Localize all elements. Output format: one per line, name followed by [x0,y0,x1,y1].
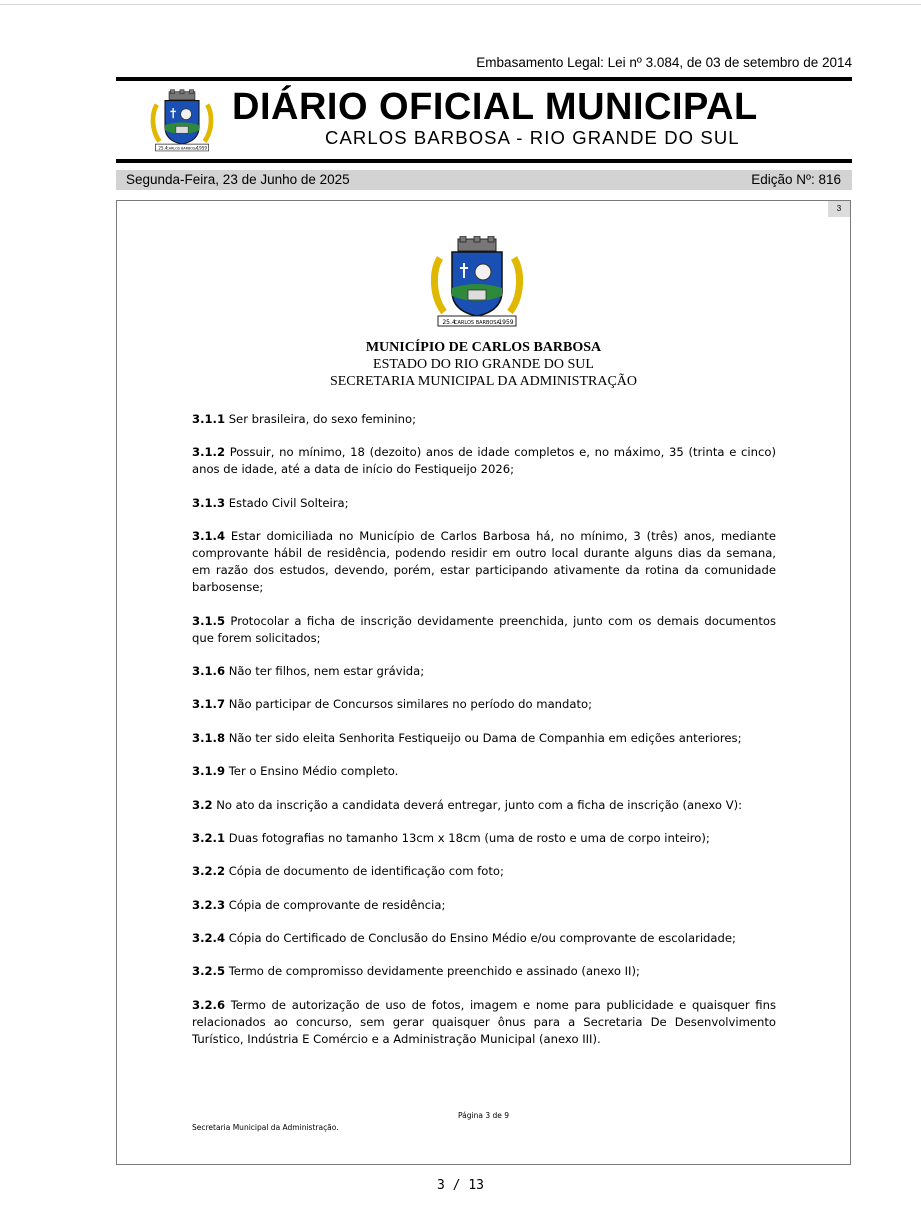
clause-number: 3.2 [192,797,213,812]
clause-number: 3.1.2 [192,445,226,460]
masthead-title: DIÁRIO OFICIAL MUNICIPAL [232,86,758,128]
clause-number: 3.1.8 [192,730,226,745]
clause-item [192,763,776,780]
masthead-subtitle: CARLOS BARBOSA - RIO GRANDE DO SUL [325,127,740,148]
clause-text: Duas fotografias no tamanho 13cm x 18cm (uma de rosto e uma de corpo inteiro); [225,830,710,845]
viewer-top-border [0,4,921,5]
masthead-bottom-rule [116,159,852,163]
edition-number: Edição Nº: 816 [751,172,841,187]
clause-number: 3.2.1 [192,830,226,845]
clause-number: 3.2.2 [192,864,226,879]
clause-number: 3.1.3 [192,495,226,510]
masthead-top-rule [116,77,852,81]
clause-item [192,613,776,647]
footer-secretaria: Secretaria Municipal da Administração. [192,1123,339,1132]
clause-text: Estado Civil Solteira; [225,495,349,510]
clause-text: Ter o Ensino Médio completo. [225,764,399,779]
clause-item [192,997,776,1048]
publication-date: Segunda-Feira, 23 de Junho de 2025 [126,172,350,187]
crest-text-center: CARLOS BARBOSA [166,146,198,151]
clause-text: Termo de compromisso devidamente preenchido e assinado (anexo II); [225,964,640,979]
clause-text: Não ter sido eleita Senhorita Festiqueijo ou Dama de Companhia em edições anteriores; [225,730,742,745]
clause-number: 3.1.7 [192,697,226,712]
clause-item [192,897,776,914]
clause-text: Possuir, no mínimo, 18 (dezoito) anos de idade completos e, no máximo, 35 (trinta e cinco) anos de idade, até a data de início do Festiqueijo 2026; [192,445,776,477]
doc-crest-graphic [434,236,519,326]
viewer-page-indicator: 3 / 13 [437,1178,484,1193]
clause-item [192,963,776,980]
footer-page-number: Página 3 de 9 [457,1111,510,1120]
legal-basis: Embasamento Legal: Lei nº 3.084, de 03 de setembro de 2014 [476,55,852,70]
document-body [192,411,776,1064]
document-page [116,200,851,1165]
clause-item [192,411,776,428]
clause-number: 3.1.1 [192,412,226,426]
clause-text: Não participar de Concursos similares no período do mandato; [225,697,593,712]
clause-item [192,528,776,596]
clause-number: 3.1.9 [192,764,226,779]
clause-number: 3.1.4 [192,529,226,544]
clause-text: Protocolar a ficha de inscrição devidamente preenchida, junto com os demais documentos que forem solicitados; [192,613,776,645]
clause-text: Ser brasileira, do sexo feminino; [225,412,416,426]
header-secretaria: SECRETARIA MUNICIPAL DA ADMINISTRAÇÃO [329,374,638,389]
crest-text-right: 1959 [196,145,207,151]
clause-text: Termo de autorização de uso de fotos, imagem e nome para publicidade e quaisquer fins relacionados ao concurso, sem gerar quaisquer ônus para a Secretaria De Desenvolvimento Turístico, Indústria E Comércio e a Administração Municipal (anexo III). [192,997,776,1046]
clause-item [192,663,776,680]
document-crest-logo [430,236,524,331]
clause-item [192,830,776,847]
clause-text: Cópia de comprovante de residência; [225,897,446,912]
doc-crest-text-left: 25.4 [442,319,456,326]
crest-text-left: 25.4 [158,145,168,151]
clause-text: Estar domiciliada no Município de Carlos Barbosa há, no mínimo, 3 (três) anos, mediante comprovante hábil de residência, podendo residir em outro local durante alguns dias da semana, em razão dos estudos, devendo, porém, estar participando ativamente da rotina da comunidade barbosense; [192,529,776,595]
doc-crest-text-right: 1959 [498,319,514,326]
page-corner-number: 3 [828,201,850,217]
clause-item [192,930,776,947]
clause-text: Não ter filhos, nem estar grávida; [225,663,425,678]
municipal-crest-logo [150,88,214,156]
clause-number: 3.2.5 [192,964,226,979]
clause-item [192,444,776,478]
clause-item [192,797,776,814]
clause-number: 3.2.3 [192,897,226,912]
doc-crest-text-center: CARLOS BARBOSA [454,320,500,326]
header-estado: ESTADO DO RIO GRANDE DO SUL [373,357,594,372]
clause-number: 3.2.4 [192,931,226,946]
clause-item [192,730,776,747]
clause-text: Cópia do Certificado de Conclusão do Ensino Médio e/ou comprovante de escolaridade; [225,931,736,946]
clause-number: 3.2.6 [192,997,226,1012]
clause-item [192,863,776,880]
clause-item [192,696,776,713]
clause-text: No ato da inscrição a candidata deverá entregar, junto com a ficha de inscrição (anexo V): [212,797,743,812]
clause-text: Cópia de documento de identificação com foto; [225,864,504,879]
clause-item [192,495,776,512]
crest-graphic [153,90,211,151]
clause-number: 3.1.5 [192,613,226,628]
date-bar [116,170,852,190]
clause-number: 3.1.6 [192,663,226,678]
header-municipio: MUNICÍPIO DE CARLOS BARBOSA [365,340,602,355]
